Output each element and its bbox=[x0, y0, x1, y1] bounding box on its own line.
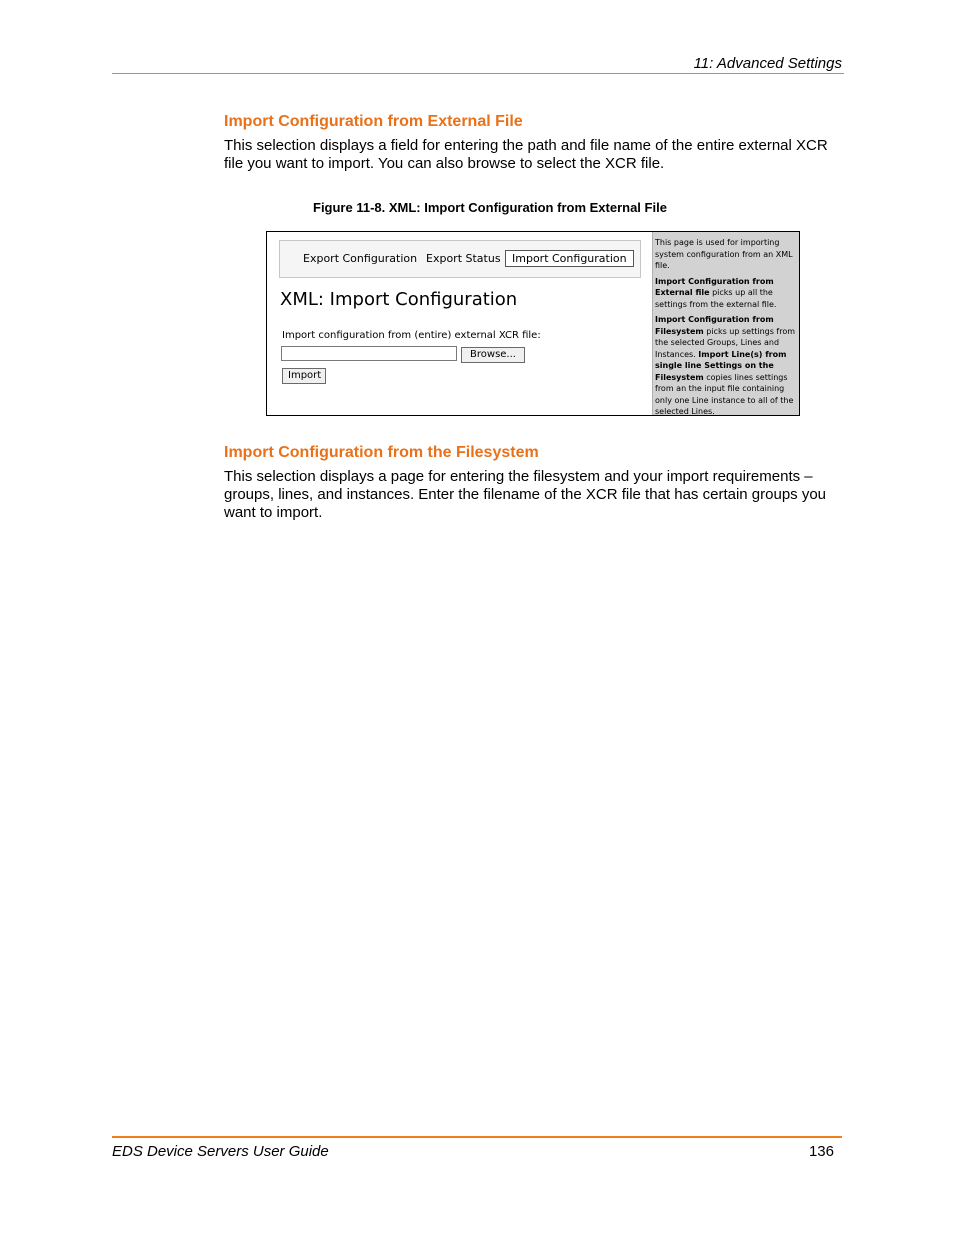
running-header: 11: Advanced Settings bbox=[693, 55, 842, 72]
nav-import-configuration[interactable]: Import Configuration bbox=[505, 250, 634, 267]
section-heading-filesystem: Import Configuration from the Filesystem bbox=[224, 444, 539, 461]
header-rule bbox=[112, 73, 844, 74]
help-external bbox=[655, 276, 797, 311]
help-lines-term: Import Line(s) from single line Settings on the Filesystem bbox=[655, 349, 787, 382]
figure-caption: Figure 11-8. XML: Import Configuration from External File bbox=[313, 200, 667, 215]
help-filesystem-desc: picks up settings from the selected Groups, Lines and Instances. bbox=[655, 326, 796, 359]
nav-bar bbox=[279, 240, 641, 278]
nav-export-status[interactable]: Export Status bbox=[426, 252, 501, 265]
page-number: 136 bbox=[808, 1143, 834, 1160]
footer-title: EDS Device Servers User Guide bbox=[112, 1143, 329, 1160]
nav-export-configuration[interactable]: Export Configuration bbox=[303, 252, 418, 265]
help-pane bbox=[652, 232, 799, 415]
figure-screenshot bbox=[266, 231, 800, 416]
help-lines-desc: copies lines settings from an the input file containing only one Line instance to all of the selected Lines. bbox=[655, 372, 794, 416]
file-path-input[interactable] bbox=[281, 346, 457, 361]
help-external-term: Import Configuration from External file bbox=[655, 276, 774, 297]
import-button[interactable]: Import bbox=[282, 368, 326, 384]
section-heading-external-file: Import Configuration from External File bbox=[224, 113, 523, 130]
help-filesystem-term: Import Configuration from Filesystem bbox=[655, 315, 774, 336]
section-body-filesystem: This selection displays a page for entering the filesystem and your import requirements – groups, lines, and instances. Enter the filename of the XCR file that has certain groups you want to import. bbox=[224, 468, 827, 521]
help-intro: This page is used for importing system configuration from an XML file. bbox=[655, 238, 793, 270]
help-filesystem bbox=[655, 314, 797, 418]
field-label: Import configuration from (entire) external XCR file: bbox=[282, 330, 541, 341]
help-external-desc: picks up all the settings from the external file. bbox=[655, 288, 777, 309]
main-pane bbox=[267, 232, 652, 415]
footer-rule bbox=[112, 1136, 842, 1138]
page-title: XML: Import Configuration bbox=[280, 289, 518, 310]
browse-button[interactable]: Browse... bbox=[461, 347, 525, 363]
section-body-external-file: This selection displays a field for entering the path and file name of the entire external XCR file you want to import. You can also browse to select the XCR file. bbox=[224, 137, 828, 172]
